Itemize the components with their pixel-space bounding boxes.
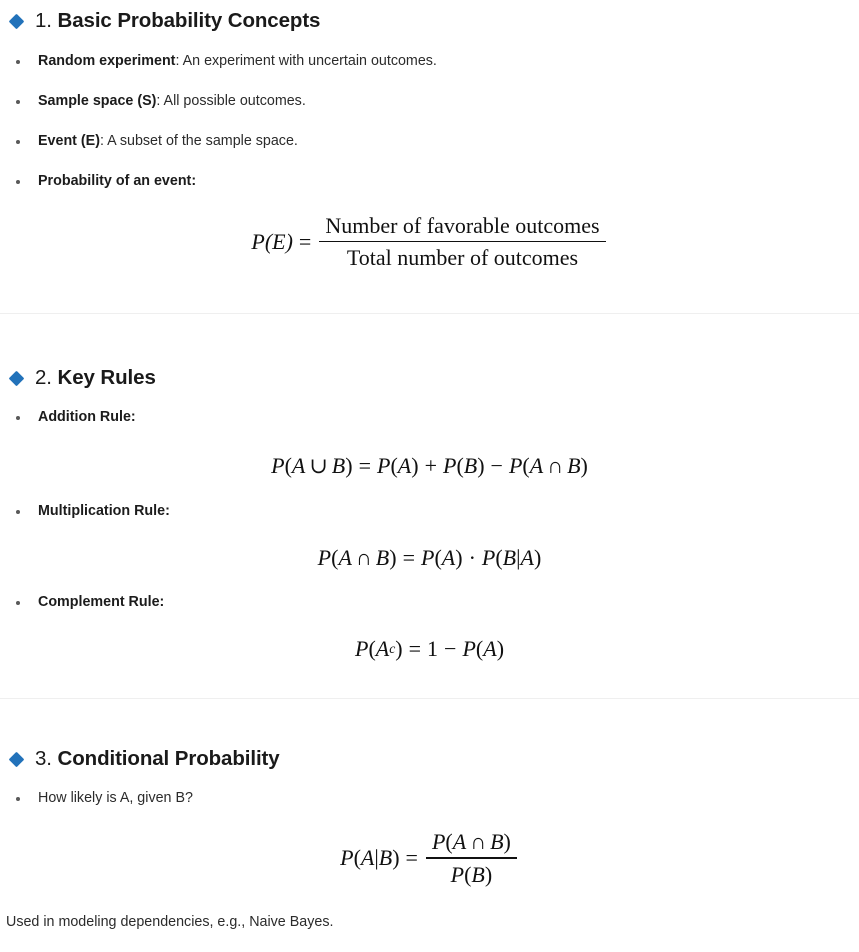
fraction: [319, 213, 605, 271]
union-symbol: ∪: [309, 453, 328, 479]
section-number-3: 3.: [35, 747, 52, 771]
given-bar: |: [516, 545, 521, 571]
bullet-rest-text: : All possible outcomes.: [156, 93, 306, 109]
section-heading-2: [0, 365, 859, 391]
equals-sign: =: [402, 545, 415, 571]
list-item: [0, 501, 859, 522]
fraction-numerator: P(A ∩ B): [431, 829, 511, 855]
diamond-bullet-icon: [9, 752, 25, 768]
bullet-bold-text: Random experiment: [38, 53, 176, 69]
intersection-symbol: ∩: [470, 829, 487, 855]
dot-bullet-icon: [16, 60, 20, 64]
bullet-content: [38, 51, 437, 72]
bullet-content: [38, 592, 164, 613]
list-item: [0, 91, 859, 112]
formula-lhs: P(E): [251, 229, 293, 255]
bullet-bold-text: Addition Rule:: [38, 409, 136, 426]
fraction: [426, 829, 517, 887]
multiplication-rule-expression: P ( A ∩ B ) = P ( A ) · P ( B | A ): [317, 545, 542, 571]
given-bar: |: [374, 845, 379, 871]
dot-bullet-icon: [16, 140, 20, 144]
dot-bullet-icon: [16, 100, 20, 104]
bullet-content: [38, 788, 193, 809]
bullet-bold-text: Complement Rule:: [38, 594, 165, 611]
list-item: [0, 171, 859, 192]
dot-bullet-icon: [16, 601, 20, 605]
section-title-1: [35, 8, 320, 34]
diamond-bullet-icon: [9, 13, 25, 29]
list-item: [0, 407, 859, 428]
conditional-probability-expression: P ( A | B ) = $\frac{P(A \cap B)}{P(B)}$: [340, 829, 519, 887]
dot-bullet-icon: [16, 797, 20, 801]
section-title-2: [35, 365, 156, 391]
section-title-3: [35, 746, 280, 772]
list-item: [0, 592, 859, 613]
minus-sign: −: [444, 636, 457, 662]
intersection-symbol: ∩: [547, 453, 564, 479]
cdot-symbol: ·: [468, 545, 476, 571]
equals-sign: =: [405, 845, 418, 871]
formula-conditional-probability: [0, 829, 859, 887]
bullet-content: [38, 131, 298, 152]
footer-note: Used in modeling dependencies, e.g., Naive Bayes.: [6, 913, 334, 930]
bullet-content: [38, 501, 170, 522]
bullet-bold-text: Probability of an event:: [38, 173, 197, 189]
list-item: [0, 788, 859, 809]
bullet-content: [38, 91, 306, 112]
formula-multiplication-rule: [0, 545, 859, 571]
bullet-content: [38, 407, 136, 428]
fraction-denominator: Total number of outcomes: [346, 245, 579, 271]
plus-sign: +: [424, 453, 437, 479]
list-item: [0, 51, 859, 72]
intersection-symbol: ∩: [355, 545, 372, 571]
section-title-text-1: Basic Probability Concepts: [57, 9, 321, 32]
complement-rule-expression: P ( A c ) = 1 − P ( A ): [354, 636, 505, 662]
section-number-2: 2.: [35, 366, 52, 390]
section-number-1: 1.: [35, 9, 52, 32]
formula-addition-rule: [0, 453, 859, 479]
list-item: [0, 131, 859, 152]
equals-sign: =: [358, 453, 371, 479]
bullet-bold-text: Multiplication Rule:: [38, 503, 170, 520]
bullet-bold-text: Event (E): [38, 133, 100, 149]
bullet-rest-text: : A subset of the sample space.: [99, 133, 298, 149]
equals-sign: =: [298, 229, 312, 255]
dot-bullet-icon: [16, 416, 20, 420]
section-heading-3: [0, 746, 859, 772]
section-heading-1: [0, 8, 859, 34]
equals-sign: =: [408, 636, 422, 662]
formula-complement-rule: [0, 636, 859, 662]
fraction-denominator: P(B): [450, 861, 493, 887]
dot-bullet-icon: [16, 510, 20, 514]
section-title-text-2: Key Rules: [57, 366, 156, 390]
bullet-content: [38, 171, 196, 192]
addition-rule-expression: P ( A ∪ B ) = P ( A ) + P ( B ) − P ( A ∩ B ): [271, 453, 588, 479]
bullet-bold-text: Sample space (S): [38, 93, 157, 109]
section-title-text-3: Conditional Probability: [57, 747, 280, 771]
minus-sign: −: [490, 453, 503, 479]
dot-bullet-icon: [16, 180, 20, 184]
fraction-numerator: Number of favorable outcomes: [325, 213, 600, 238]
bullet-rest-text: : An experiment with uncertain outcomes.: [175, 53, 437, 69]
diamond-bullet-icon: [9, 371, 25, 387]
bullet-rest-text: How likely is A, given B?: [38, 790, 193, 807]
formula-probability-definition: [0, 213, 859, 271]
